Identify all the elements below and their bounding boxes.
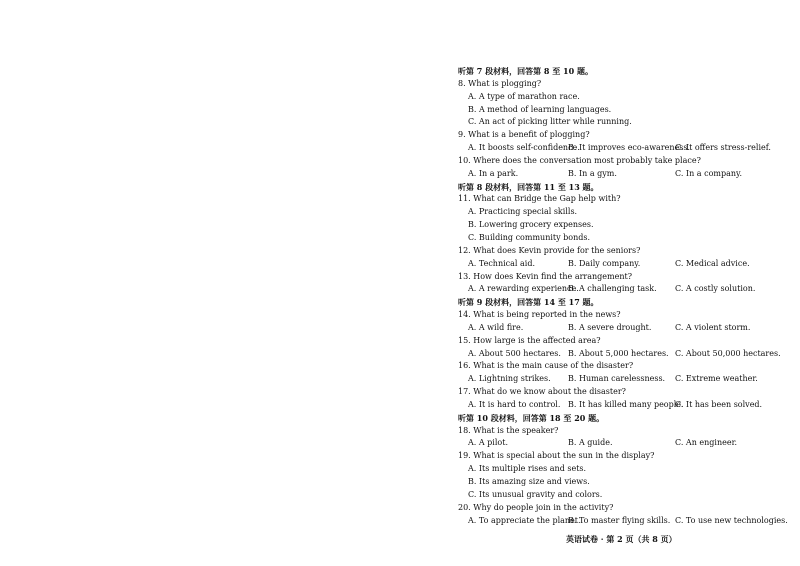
answer-option: A. About 500 hectares. bbox=[468, 348, 561, 358]
question-text: 10. Where does the conversation most probably take place? bbox=[458, 155, 701, 165]
answer-option: B. In a gym. bbox=[568, 168, 617, 178]
listening-questions bbox=[458, 65, 788, 527]
option-row bbox=[458, 142, 788, 155]
section-heading: 听第 7 段材料，回答第 8 至 10 题。 bbox=[458, 66, 593, 76]
answer-option: A. A rewarding experience. bbox=[468, 284, 579, 294]
answer-option: A. Lightning strikes. bbox=[468, 374, 551, 384]
answer-option: B. A challenging task. bbox=[568, 284, 657, 294]
answer-option: C. To use new technologies. bbox=[675, 515, 788, 525]
option-row bbox=[458, 515, 788, 528]
answer-option: A. Practicing special skills. bbox=[468, 207, 578, 217]
answer-option: B. It improves eco-awareness. bbox=[568, 143, 691, 153]
answer-option: C. Medical advice. bbox=[675, 258, 750, 268]
answer-option: B. To master flying skills. bbox=[568, 515, 671, 525]
option-row bbox=[458, 168, 788, 181]
section-heading: 听第 8 段材料，回答第 11 至 13 题。 bbox=[458, 181, 599, 192]
answer-option: B. A guide. bbox=[568, 438, 613, 448]
option-row bbox=[458, 373, 788, 386]
answer-option: B. A method of learning languages. bbox=[468, 104, 612, 114]
question-text: 14. What is being reported in the news? bbox=[458, 310, 621, 320]
answer-option: C. A violent storm. bbox=[675, 322, 751, 332]
question-text: 15. How large is the affected area? bbox=[458, 335, 601, 345]
option-row bbox=[458, 399, 788, 412]
question-text: 18. What is the speaker? bbox=[458, 425, 559, 435]
answer-option: B. Human carelessness. bbox=[568, 374, 666, 384]
answer-option: C. It offers stress-relief. bbox=[675, 143, 771, 153]
answer-option: B. It has killed many people. bbox=[568, 399, 684, 409]
question-text: 11. What can Bridge the Gap help with? bbox=[458, 194, 621, 204]
answer-option: A. A pilot. bbox=[468, 438, 508, 448]
answer-option: B. Daily company. bbox=[568, 258, 641, 268]
answer-option: B. Lowering grocery expenses. bbox=[468, 220, 594, 230]
section-heading: 听第 9 段材料，回答第 14 至 17 题。 bbox=[458, 297, 599, 308]
option-row bbox=[458, 322, 788, 335]
answer-option: C. It has been solved. bbox=[675, 399, 763, 409]
answer-option: A. Its multiple rises and sets. bbox=[468, 464, 587, 474]
question-text: 20. Why do people join in the activity? bbox=[458, 502, 614, 512]
option-row bbox=[458, 348, 788, 361]
option-row bbox=[458, 258, 788, 271]
option-row bbox=[458, 283, 788, 296]
answer-option: A. A type of marathon race. bbox=[468, 91, 580, 101]
answer-option: C. Building community bonds. bbox=[468, 232, 591, 242]
page-footer: 英语试卷 · 第 2 页（共 8 页） bbox=[566, 534, 677, 544]
answer-option: C. A costly solution. bbox=[675, 284, 756, 294]
question-text: 16. What is the main cause of the disaster? bbox=[458, 361, 634, 371]
answer-option: C. Extreme weather. bbox=[675, 374, 758, 384]
answer-option: B. A severe drought. bbox=[568, 322, 652, 332]
answer-option: B. About 5,000 hectares. bbox=[568, 348, 669, 358]
option-row bbox=[458, 437, 788, 450]
answer-option: A. Technical aid. bbox=[468, 258, 535, 268]
question-text: 9. What is a benefit of plogging? bbox=[458, 130, 590, 140]
question-text: 19. What is special about the sun in the display? bbox=[458, 451, 655, 461]
answer-option: A. It boosts self-confidence. bbox=[468, 143, 580, 153]
section-heading: 听第 10 段材料，回答第 18 至 20 题。 bbox=[458, 412, 605, 423]
answer-option: C. An engineer. bbox=[675, 438, 738, 448]
question-text: 12. What does Kevin provide for the seniors? bbox=[458, 245, 641, 255]
answer-option: A. It is hard to control. bbox=[468, 399, 561, 409]
question-text: 13. How does Kevin find the arrangement? bbox=[458, 271, 633, 281]
answer-option: A. A wild fire. bbox=[468, 322, 524, 332]
answer-option: C. An act of picking litter while running. bbox=[468, 117, 632, 127]
answer-option: C. In a company. bbox=[675, 168, 743, 178]
answer-option: B. Its amazing size and views. bbox=[468, 477, 590, 486]
question-text: 8. What is plogging? bbox=[458, 78, 542, 88]
answer-option: A. To appreciate the planet. bbox=[468, 515, 581, 525]
answer-option: C. About 50,000 hectares. bbox=[675, 348, 781, 358]
answer-option: A. In a park. bbox=[468, 168, 519, 178]
answer-option: C. Its unusual gravity and colors. bbox=[468, 489, 603, 499]
question-text: 17. What do we know about the disaster? bbox=[458, 387, 626, 397]
